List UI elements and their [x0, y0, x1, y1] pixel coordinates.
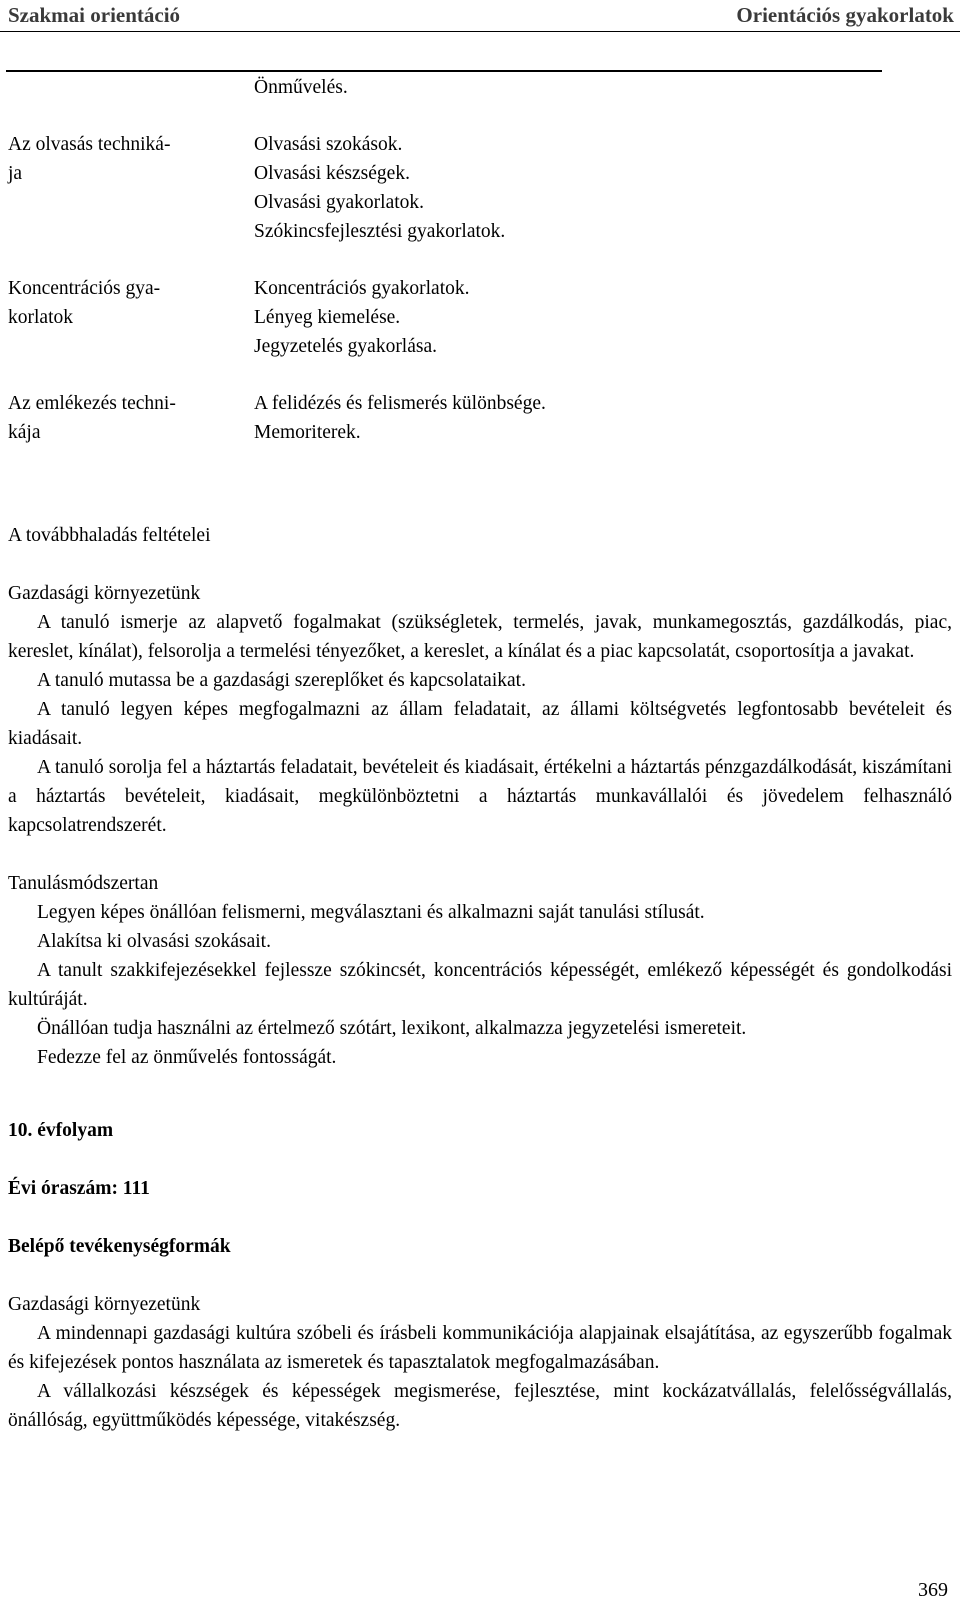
topic-title — [0, 274, 236, 361]
progress-section — [8, 521, 952, 1072]
topic-item: Szókincsfejlesztési gyakorlatok. — [254, 221, 506, 242]
topic-title — [0, 73, 236, 102]
paragraph: A tanuló sorolja fel a háztartás feladatait, bevételeit és kiadásait, értékelni a háztartás pénzgazdálkodását, kiszámítani a háztartás bevételeit, kiadásait, megkülönböztetni a háztartás munkavállalói és jövedelem felhasználó kapcsolatrendszerét. — [8, 757, 952, 836]
topic-intro-row — [0, 73, 960, 102]
topic-items — [236, 130, 505, 246]
topic-item: Olvasási gyakorlatok. — [254, 192, 425, 213]
topic-row-reading — [0, 130, 960, 246]
paragraph: A vállalkozási készségek és képességek megismerése, fejlesztése, mint kockázatvállalás, felelősségvállalás, önállóság, együttműködés képessége, vitakészség. — [8, 1381, 952, 1431]
topic-table-rule — [6, 70, 882, 72]
topic-items — [236, 73, 348, 102]
annual-hours: Évi óraszám: 111 — [8, 1178, 150, 1199]
topic-item: A felidézés és felismerés különbsége. — [254, 393, 546, 414]
topic-item: Koncentrációs gyakorlatok. — [254, 278, 470, 299]
topic-item: Olvasási készségek. — [254, 163, 410, 184]
topic-title — [0, 389, 236, 447]
header-divider — [0, 31, 960, 32]
topic-title-line: ja — [8, 163, 23, 184]
page-number: 369 — [918, 1579, 948, 1601]
topic-row-concentration — [0, 274, 960, 361]
topic-title — [0, 130, 236, 246]
topic-item: Jegyzetelés gyakorlása. — [254, 336, 438, 357]
topic-item: Olvasási szokások. — [254, 134, 403, 155]
section-heading: A továbbhaladás feltételei — [8, 525, 211, 546]
paragraph: A tanuló mutassa be a gazdasági szereplőket és kapcsolataikat. — [37, 670, 526, 691]
topic-table — [0, 73, 960, 475]
header-right-title: Orientációs gyakorlatok — [736, 3, 954, 27]
subsection-heading: Gazdasági környezetünk — [8, 583, 201, 604]
topic-item: Memoriterek. — [254, 422, 361, 443]
grade-section — [8, 1116, 952, 1435]
topic-items — [236, 274, 470, 361]
paragraph: Legyen képes önállóan felismerni, megválasztani és alkalmazni saját tanulási stílusát. — [37, 902, 705, 923]
grade-title: 10. évfolyam — [8, 1120, 114, 1141]
topic-item: Lényeg kiemelése. — [254, 307, 401, 328]
paragraph: A mindennapi gazdasági kultúra szóbeli és írásbeli kommunikációja alapjainak elsajátítása, az egyszerűbb fogalmak és kifejezések pontos használata az ismeretek és tapasztalatok megfogalmazásában. — [8, 1323, 952, 1373]
paragraph: Alakítsa ki olvasási szokásait. — [37, 931, 271, 952]
subsection-heading: Gazdasági környezetünk — [8, 1294, 201, 1315]
subsection-heading: Tanulásmódszertan — [8, 873, 159, 894]
topic-row-memory — [0, 389, 960, 447]
topic-title-line: Az emlékezés techni- — [8, 393, 176, 414]
paragraph: A tanult szakkifejezésekkel fejlessze szókincsét, koncentrációs képességét, emlékező képességét és gondolkodási kultúráját. — [8, 960, 952, 1010]
topic-title-line: korlatok — [8, 307, 73, 328]
paragraph: Önállóan tudja használni az értelmező szótárt, lexikont, alkalmazza jegyzetelési ismereteit. — [37, 1018, 747, 1039]
paragraph: A tanuló legyen képes megfogalmazni az állam feladatait, az állami költségvetés legfontosabb bevételeit és kiadásait. — [8, 699, 952, 749]
topic-title-line: Az olvasás techniká- — [8, 134, 171, 155]
topic-items — [236, 389, 546, 447]
topic-title-line: kája — [8, 422, 41, 443]
header-left-title: Szakmai orientáció — [8, 3, 181, 27]
paragraph: A tanuló ismerje az alapvető fogalmakat (szükségletek, termelés, javak, munkamegosztás, gazdálkodás, piac, kereslet, kínálat), felsorolja a termelési tényezőket, a kereslet, a kínálat és a piac kapcsolatát, csoportosítja a javakat. — [8, 612, 952, 662]
topic-title-line: Koncentrációs gya- — [8, 278, 161, 299]
topic-item: Önművelés. — [254, 77, 348, 98]
entry-activities-heading: Belépő tevékenységformák — [8, 1236, 231, 1257]
paragraph: Fedezze fel az önművelés fontosságát. — [37, 1047, 337, 1068]
